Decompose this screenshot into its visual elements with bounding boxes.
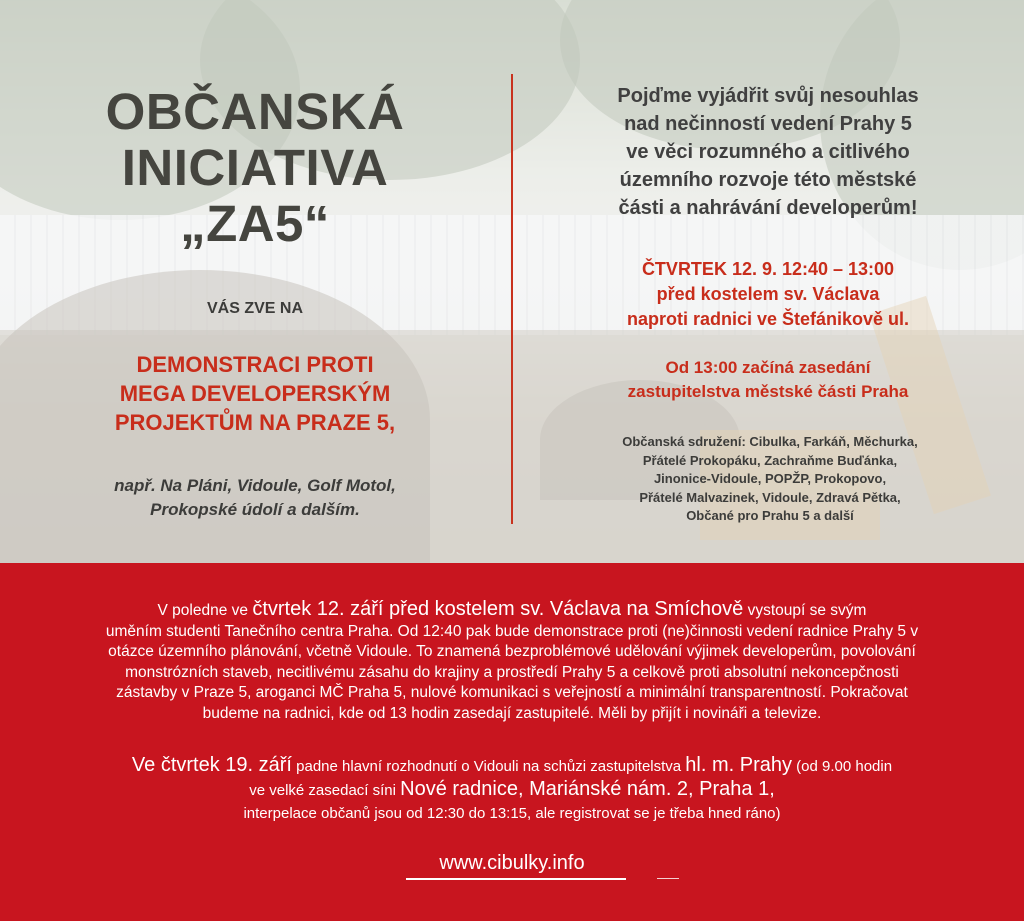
paragraph-line: otázce územního plánování, včetně Vidoule. To znamená bezproblémové udělování výjimek developerům, povolování (108, 643, 916, 660)
invite-text: VÁS ZVE NA (206, 300, 303, 317)
highlight-run: Ve čtvrtek 19. září (131, 754, 292, 776)
appeal-line: Pojďme vyjádřit svůj nesouhlas (617, 85, 919, 107)
organizations-list (560, 433, 980, 526)
paragraph-line (28, 599, 996, 622)
paragraph-line (20, 754, 1004, 778)
when-line: naproti radnici ve Štefánikově ul. (626, 309, 910, 329)
paragraph-line: budeme na radnici, kde od 13 hodin zasedají zastupitelé. Měli by přijít i novináři a televize. (202, 704, 822, 722)
paragraph-line (20, 778, 1004, 802)
demo-line: DEMONSTRACI PROTI (136, 352, 374, 377)
title-line: OBČANSKÁ (105, 83, 405, 140)
website-link[interactable]: www.cibulky.info (439, 852, 585, 874)
orgs-line: Občanská sdružení: Cibulka, Farkáň, Měchurka, (622, 434, 918, 449)
orgs-line: Přátelé Prokopáku, Zachraňme Buďánka, (642, 452, 898, 468)
orgs-line: Přátelé Malvazinek, Vidoule, Zdravá Pětka, (639, 489, 901, 505)
highlight-run: Nové radnice, Mariánské nám. 2, Praha 1, (400, 778, 775, 800)
places-list (60, 474, 450, 522)
highlight-run: hl. m. Prahy (685, 754, 792, 776)
appeal-line: územního rozvoje této městské (619, 169, 917, 191)
text-run: ve velké zasedací síni (249, 782, 401, 799)
appeal-line: nad nečinností vedení Prahy 5 (624, 113, 912, 135)
text-run: padne hlavní rozhodnutí o Vidouli na schůzi zastupitelstva (291, 758, 686, 775)
appeal-text (548, 82, 988, 222)
appeal-line: ve věci rozumného a citlivého (626, 141, 910, 163)
when-line: ČTVRTEK 12. 9. 12:40 – 13:00 (641, 259, 895, 279)
link-underline (406, 878, 626, 880)
demo-line: MEGA DEVELOPERSKÝM (119, 381, 391, 406)
text-run: (od 9.00 hodin (792, 758, 893, 775)
event-when (548, 257, 988, 332)
when-line: před kostelem sv. Václava (656, 284, 880, 304)
paragraph-line: uměním studenti Tanečního centra Praha. Od 12:40 pak bude demonstrace proti (ne)činnosti vedení radnice Prahy 5 v (105, 622, 919, 640)
vertical-divider (511, 74, 513, 524)
decorative-rule (657, 878, 679, 879)
highlight-run: čtvrtek 12. září před kostelem sv. Václava na Smíchově (252, 598, 744, 620)
orgs-line: Jinonice-Vidoule, POPŽP, Prokopovo, (653, 471, 887, 486)
demonstration-heading (60, 350, 450, 437)
council-session (548, 356, 988, 404)
decision-paragraph (20, 754, 1004, 825)
places-line: např. Na Pláni, Vidoule, Golf Motol, (114, 476, 396, 495)
demo-line: PROJEKTŮM NA PRAZE 5, (114, 410, 396, 435)
appeal-line: části a nahrávání developerům! (618, 197, 918, 219)
paragraph-line: interpelace občanů jsou od 12:30 do 13:15, ale registrovat se je třeba hned ráno) (243, 805, 781, 822)
orgs-line: Občané pro Prahu 5 a další (686, 508, 854, 523)
title-line: INICIATIVA (121, 139, 389, 196)
session-line: Od 13:00 začíná zasedání (665, 358, 871, 377)
paragraph-line: zástavby v Praze 5, aroganci MČ Praha 5, nulové komunikaci s veřejností a minimální transparentností. Pokračovat (116, 684, 908, 701)
places-line: Prokopské údolí a dalším. (150, 500, 360, 519)
paragraph-line: monstrózních staveb, necitlivému zásahu do krajiny a prostředí Prahy 5 a celkově proti absolutní nekoncepčnosti (125, 663, 899, 681)
program-paragraph (28, 599, 996, 724)
text-run: vystoupí se svým (743, 602, 867, 619)
initiative-title (70, 84, 440, 252)
title-line: „ZA5“ (180, 195, 330, 252)
text-run: V poledne ve (157, 602, 253, 619)
session-line: zastupitelstva městské části Praha (627, 382, 909, 401)
